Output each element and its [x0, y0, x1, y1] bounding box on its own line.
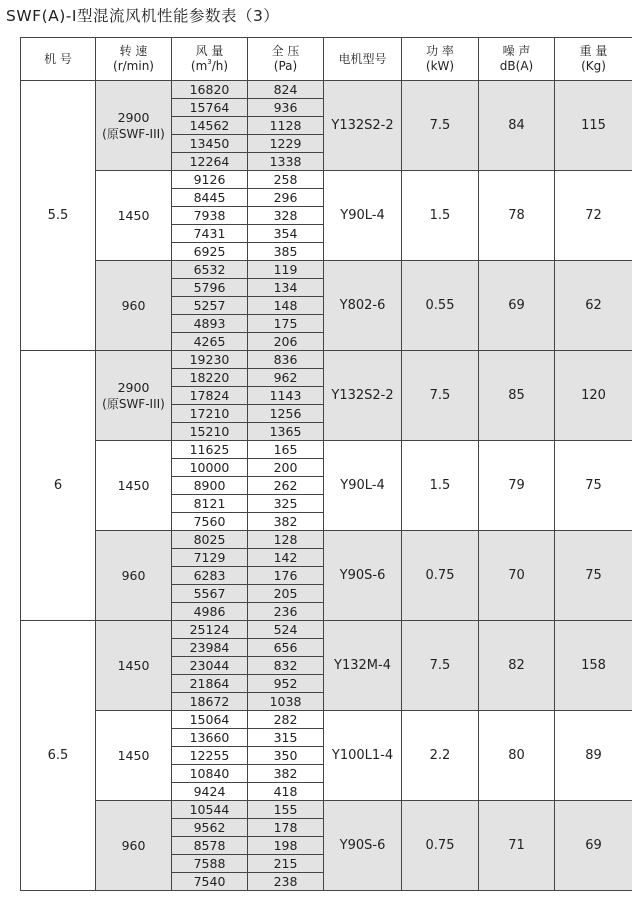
motor-cell: Y132S2-2	[324, 81, 402, 171]
power-cell: 0.75	[402, 801, 479, 891]
pressure-cell: 206	[248, 333, 324, 351]
model-no-cell: 5.5	[21, 81, 96, 351]
header-weight: 重 量 (Kg)	[555, 38, 632, 81]
header-airflow: 风 量 $(m^3/h)$	[172, 38, 248, 81]
table-row	[21, 261, 632, 279]
pressure-cell: 952	[248, 675, 324, 693]
airflow-cell: 8445	[172, 189, 248, 207]
speed-value: 1450	[117, 747, 150, 763]
pressure-cell: 418	[248, 783, 324, 801]
airflow-cell: 13450	[172, 135, 248, 153]
model-no-cell: 6.5	[21, 621, 96, 891]
pressure-cell: 1365	[248, 423, 324, 441]
speed-value: 1450	[117, 477, 150, 493]
pressure-cell: 382	[248, 765, 324, 783]
table-row	[21, 801, 632, 819]
airflow-cell: 25124	[172, 621, 248, 639]
weight-cell: 72	[555, 171, 632, 261]
weight-cell: 75	[555, 441, 632, 531]
pressure-cell: 328	[248, 207, 324, 225]
table-row	[21, 171, 632, 189]
airflow-cell: 15064	[172, 711, 248, 729]
table-row	[21, 621, 632, 639]
airflow-cell: 17824	[172, 387, 248, 405]
pressure-cell: 200	[248, 459, 324, 477]
airflow-cell: 16820	[172, 81, 248, 99]
pressure-cell: 142	[248, 549, 324, 567]
airflow-cell: 11625	[172, 441, 248, 459]
noise-cell: 69	[479, 261, 555, 351]
speed-cell	[96, 801, 172, 891]
airflow-cell: 15210	[172, 423, 248, 441]
header-motor: 电机型号	[324, 38, 402, 81]
pressure-cell: 524	[248, 621, 324, 639]
airflow-cell: 18220	[172, 369, 248, 387]
motor-cell: Y90S-6	[324, 531, 402, 621]
power-cell: 2.2	[402, 711, 479, 801]
motor-cell: Y90L-4	[324, 441, 402, 531]
airflow-cell: 19230	[172, 351, 248, 369]
pressure-cell: 148	[248, 297, 324, 315]
airflow-cell: 13660	[172, 729, 248, 747]
speed-cell	[96, 351, 172, 441]
airflow-cell: 23984	[172, 639, 248, 657]
airflow-cell: 8578	[172, 837, 248, 855]
noise-cell: 82	[479, 621, 555, 711]
pressure-cell: 175	[248, 315, 324, 333]
pressure-cell: 354	[248, 225, 324, 243]
weight-cell: 69	[555, 801, 632, 891]
header-row	[21, 38, 632, 81]
pressure-cell: 165	[248, 441, 324, 459]
motor-cell: Y90L-4	[324, 171, 402, 261]
pressure-cell: 236	[248, 603, 324, 621]
pressure-cell: 1256	[248, 405, 324, 423]
pressure-cell: 1229	[248, 135, 324, 153]
power-cell: 1.5	[402, 441, 479, 531]
pressure-cell: 1038	[248, 693, 324, 711]
noise-cell: 70	[479, 531, 555, 621]
airflow-cell: 9126	[172, 171, 248, 189]
header-pressure: 全 压 (Pa)	[248, 38, 324, 81]
airflow-cell: 4893	[172, 315, 248, 333]
noise-cell: 80	[479, 711, 555, 801]
pressure-cell: 178	[248, 819, 324, 837]
speed-cell	[96, 711, 172, 801]
weight-cell: 62	[555, 261, 632, 351]
speed-value: 1450	[117, 657, 150, 673]
pressure-cell: 262	[248, 477, 324, 495]
pressure-cell: 119	[248, 261, 324, 279]
noise-cell: 71	[479, 801, 555, 891]
power-cell: 0.55	[402, 261, 479, 351]
pressure-cell: 215	[248, 855, 324, 873]
airflow-cell: 10840	[172, 765, 248, 783]
table-row	[21, 351, 632, 369]
pressure-cell: 198	[248, 837, 324, 855]
airflow-cell: 4986	[172, 603, 248, 621]
table-body	[21, 81, 632, 891]
power-cell: 1.5	[402, 171, 479, 261]
power-cell: 7.5	[402, 351, 479, 441]
speed-cell	[96, 171, 172, 261]
speed-cell	[96, 531, 172, 621]
airflow-cell: 6925	[172, 243, 248, 261]
airflow-cell: 21864	[172, 675, 248, 693]
page-title: SWF(A)-Ⅰ型混流风机性能参数表（3）	[6, 7, 280, 25]
speed-cell	[96, 441, 172, 531]
speed-value: 2900	[117, 109, 150, 125]
noise-cell: 84	[479, 81, 555, 171]
pressure-cell: 1128	[248, 117, 324, 135]
pressure-cell: 936	[248, 99, 324, 117]
airflow-cell: 9562	[172, 819, 248, 837]
pressure-cell: 350	[248, 747, 324, 765]
speed-value: 2900	[117, 379, 150, 395]
pressure-cell: 155	[248, 801, 324, 819]
pressure-cell: 282	[248, 711, 324, 729]
model-no-cell: 6	[21, 351, 96, 621]
airflow-cell: 7588	[172, 855, 248, 873]
airflow-cell: 6283	[172, 567, 248, 585]
table-row	[21, 711, 632, 729]
speed-cell	[96, 81, 172, 171]
pressure-cell: 325	[248, 495, 324, 513]
airflow-cell: 8121	[172, 495, 248, 513]
airflow-cell: 15764	[172, 99, 248, 117]
weight-cell: 120	[555, 351, 632, 441]
weight-cell: 158	[555, 621, 632, 711]
pressure-cell: 134	[248, 279, 324, 297]
airflow-cell: 18672	[172, 693, 248, 711]
airflow-cell: 6532	[172, 261, 248, 279]
pressure-cell: 315	[248, 729, 324, 747]
speed-value: 960	[121, 567, 146, 583]
table-row	[21, 441, 632, 459]
header-model-no: 机 号	[21, 38, 96, 81]
pressure-cell: 962	[248, 369, 324, 387]
header-speed: 转 速 (r/min)	[96, 38, 172, 81]
airflow-cell: 10544	[172, 801, 248, 819]
speed-value: 960	[121, 837, 146, 853]
speed-cell	[96, 621, 172, 711]
airflow-cell: 7560	[172, 513, 248, 531]
pressure-cell: 382	[248, 513, 324, 531]
motor-cell: Y802-6	[324, 261, 402, 351]
speed-note: (原SWF-III)	[102, 396, 165, 411]
pressure-cell: 258	[248, 171, 324, 189]
pressure-cell: 1338	[248, 153, 324, 171]
weight-cell: 115	[555, 81, 632, 171]
weight-cell: 89	[555, 711, 632, 801]
pressure-cell: 205	[248, 585, 324, 603]
speed-value: 960	[121, 297, 146, 313]
pressure-cell: 832	[248, 657, 324, 675]
power-cell: 7.5	[402, 81, 479, 171]
speed-cell	[96, 261, 172, 351]
motor-cell: Y100L1-4	[324, 711, 402, 801]
airflow-cell: 7129	[172, 549, 248, 567]
speed-value: 1450	[117, 207, 150, 223]
pressure-cell: 296	[248, 189, 324, 207]
pressure-cell: 128	[248, 531, 324, 549]
airflow-cell: 10000	[172, 459, 248, 477]
pressure-cell: 656	[248, 639, 324, 657]
airflow-cell: 8025	[172, 531, 248, 549]
pressure-cell: 385	[248, 243, 324, 261]
pressure-cell: 176	[248, 567, 324, 585]
header-power: 功 率 (kW)	[402, 38, 479, 81]
table-row	[21, 81, 632, 99]
airflow-cell: 7431	[172, 225, 248, 243]
airflow-cell: 12264	[172, 153, 248, 171]
airflow-cell: 5567	[172, 585, 248, 603]
noise-cell: 85	[479, 351, 555, 441]
airflow-cell: 7938	[172, 207, 248, 225]
noise-cell: 79	[479, 441, 555, 531]
airflow-cell: 14562	[172, 117, 248, 135]
airflow-cell: 7540	[172, 873, 248, 891]
motor-cell: Y132S2-2	[324, 351, 402, 441]
airflow-cell: 4265	[172, 333, 248, 351]
motor-cell: Y90S-6	[324, 801, 402, 891]
power-cell: 7.5	[402, 621, 479, 711]
fan-performance-table	[20, 37, 632, 891]
speed-note: (原SWF-III)	[102, 126, 165, 141]
header-noise: 噪 声 dB(A)	[479, 38, 555, 81]
airflow-cell: 8900	[172, 477, 248, 495]
table-row	[21, 531, 632, 549]
airflow-cell: 5796	[172, 279, 248, 297]
pressure-cell: 1143	[248, 387, 324, 405]
airflow-cell: 12255	[172, 747, 248, 765]
airflow-cell: 9424	[172, 783, 248, 801]
motor-cell: Y132M-4	[324, 621, 402, 711]
airflow-cell: 23044	[172, 657, 248, 675]
pressure-cell: 836	[248, 351, 324, 369]
noise-cell: 78	[479, 171, 555, 261]
weight-cell: 75	[555, 531, 632, 621]
power-cell: 0.75	[402, 531, 479, 621]
airflow-cell: 17210	[172, 405, 248, 423]
airflow-cell: 5257	[172, 297, 248, 315]
pressure-cell: 238	[248, 873, 324, 891]
pressure-cell: 824	[248, 81, 324, 99]
